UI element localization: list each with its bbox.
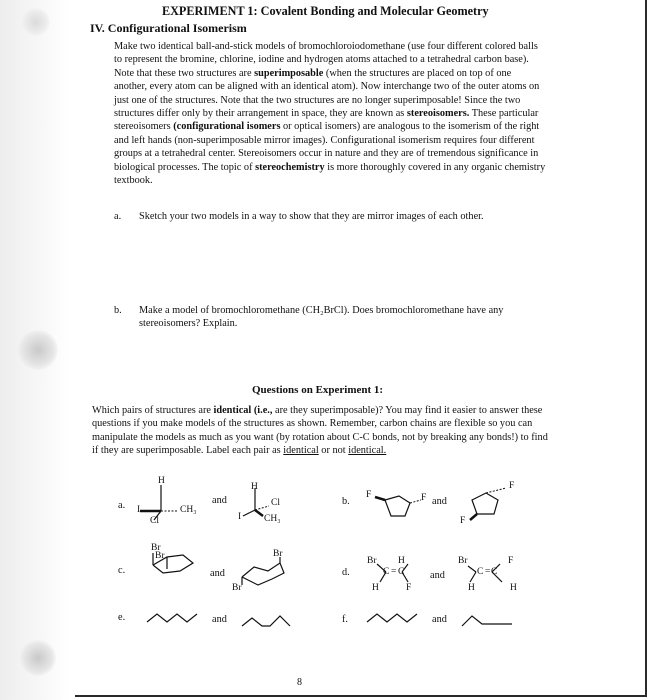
scan-smudge bbox=[18, 330, 58, 370]
para-text: (when the structures are placed on top of one another, every atom can be aligned with an identical atom). Now interchange two of the outer atoms on just one of the structures. Note that the two structures are no longer superimposable! Since the two structures differ only by their arrangement in space, they are known as bbox=[114, 67, 540, 120]
para-text: or optical isomers) are analogous to the isomerism of the right and left hands (non-superimposable mirror images). Configurational isomerism requires four different groups at a tetrahedral center. Stereoisomers occur in nature and they are of tremendous significance in biological processes. The topic of bbox=[114, 121, 540, 173]
intro-bold: identical (i.e., bbox=[213, 405, 273, 416]
questions-intro bbox=[92, 404, 552, 458]
atom-br: Br bbox=[367, 556, 377, 566]
pair-e-left-structure bbox=[145, 610, 205, 630]
atom-h: H bbox=[468, 583, 475, 593]
intro-text: or not bbox=[318, 445, 349, 457]
question-b-text: Make a model of bromochloromethane (CH₂BrCl). Does bromochloromethane have any stereoisomers? Explain. bbox=[139, 305, 504, 330]
para-text: is more thoroughly covered in any organic chemistry textbook. bbox=[114, 161, 546, 187]
pair-e-label: e. bbox=[118, 612, 126, 623]
atom-br: Br bbox=[232, 583, 242, 593]
question-a-text: Sketch your two models in a way to show that they are mirror images of each other. bbox=[139, 211, 484, 222]
page-number: 8 bbox=[297, 677, 302, 688]
atom-br: Br bbox=[151, 543, 161, 553]
atom-c: C bbox=[398, 567, 405, 577]
atom-ch3: CH₃ bbox=[264, 514, 281, 524]
atom-h: H bbox=[251, 482, 258, 492]
intro-underlined: identical. bbox=[348, 445, 387, 457]
pair-f-and: and bbox=[432, 614, 447, 625]
double-bond: = bbox=[391, 567, 397, 577]
pair-f-right-structure bbox=[460, 612, 520, 632]
para-text: Make two identical ball-and-stick models of bromochloroiodomethane (use four different colored balls to represent the bromine, chlorine, iodine and hydrogen atoms attached to a tetrahedral carbon base). Note that these two structures are bbox=[114, 41, 538, 79]
pair-c-and: and bbox=[210, 568, 225, 579]
atom-f: F bbox=[509, 481, 515, 491]
para-text: These particular stereoisomers bbox=[114, 108, 539, 133]
intro-paragraph bbox=[114, 40, 546, 187]
atom-h: H bbox=[398, 556, 405, 566]
atom-f: F bbox=[406, 583, 412, 593]
pair-a-label: a. bbox=[118, 500, 126, 511]
atom-br: Br bbox=[458, 556, 468, 566]
double-bond: = bbox=[485, 567, 491, 577]
para-bold: (configurational isomers bbox=[173, 121, 281, 133]
questions-title: Questions on Experiment 1: bbox=[252, 384, 384, 396]
para-bold: stereoisomers. bbox=[406, 108, 470, 120]
para-bold: stereochemistry bbox=[255, 161, 325, 173]
intro-underlined: identical bbox=[283, 445, 319, 457]
atom-c: C bbox=[477, 567, 484, 577]
pair-f-label: f. bbox=[342, 614, 349, 625]
pair-b-label: b. bbox=[342, 496, 350, 507]
page-title: EXPERIMENT 1: Covalent Bonding and Molecular Geometry bbox=[162, 4, 489, 18]
atom-cl: Cl bbox=[271, 498, 280, 508]
atom-h: H bbox=[158, 476, 165, 486]
atom-ch3: CH₃ bbox=[180, 505, 197, 515]
pair-c-right-structure bbox=[236, 555, 296, 595]
pair-e-right-structure bbox=[240, 612, 300, 632]
intro-text: Which pairs of structures are bbox=[92, 405, 214, 416]
atom-h: H bbox=[510, 583, 517, 593]
pair-a-left-structure bbox=[135, 475, 215, 530]
pair-c-label: c. bbox=[118, 565, 126, 576]
question-b-label: b. bbox=[114, 305, 122, 316]
atom-i: I bbox=[238, 512, 242, 522]
scan-smudge bbox=[20, 640, 56, 676]
atom-f: F bbox=[508, 556, 514, 566]
atom-f: F bbox=[421, 493, 427, 503]
pair-a-and: and bbox=[212, 495, 227, 506]
atom-c: C bbox=[491, 567, 498, 577]
atom-br: Br bbox=[273, 549, 283, 559]
pair-f-left-structure bbox=[365, 610, 425, 630]
section-heading: IV. Configurational Isomerism bbox=[90, 21, 247, 35]
scan-smudge bbox=[22, 8, 50, 36]
intro-text: are they superimposable)? You may find it easier to answer these questions if you make models of the structures as shown. Remember, carbon chains are flexible so you can manipulate the models as much as you want (by rotation about C-C bonds, not by breaking any bonds!) to find if they are superimposable. Label each pair as bbox=[92, 405, 548, 457]
pair-a-right-structure bbox=[232, 480, 292, 530]
atom-br: Br bbox=[155, 551, 165, 561]
pair-d-label: d. bbox=[342, 567, 350, 578]
atom-f: F bbox=[366, 490, 372, 500]
atom-cl: Cl bbox=[150, 516, 159, 526]
question-a-label: a. bbox=[114, 211, 122, 222]
pair-d-and: and bbox=[430, 570, 445, 581]
pair-e-and: and bbox=[212, 614, 227, 625]
atom-f: F bbox=[460, 516, 466, 526]
pair-b-and: and bbox=[432, 496, 447, 507]
atom-i: I bbox=[137, 505, 141, 515]
atom-c: C bbox=[383, 567, 390, 577]
atom-h: H bbox=[372, 583, 379, 593]
para-bold: superimposable bbox=[254, 67, 324, 79]
